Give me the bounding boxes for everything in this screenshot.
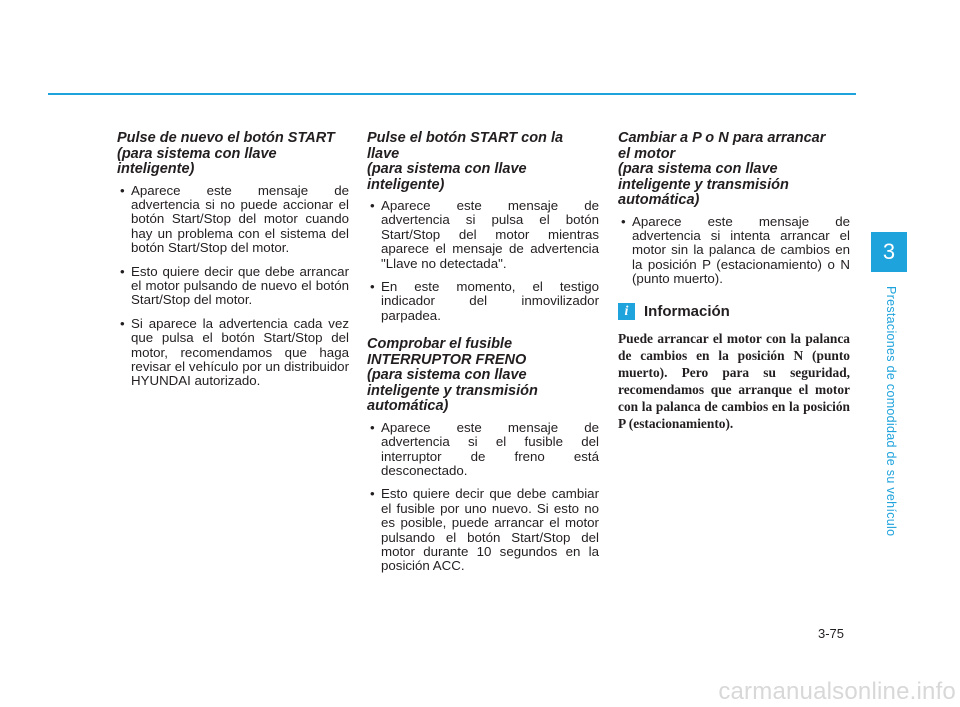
column-1 — [117, 131, 349, 398]
top-rule — [48, 93, 856, 95]
info-box-header — [618, 303, 850, 320]
bullet-item: • En este momento, el testigo indicador del inmovilizador parpadea. — [367, 280, 599, 323]
bullet-item: • Aparece este mensaje de advertencia si el fusible del interruptor de freno está desconectado. — [367, 421, 599, 479]
section-heading-start-with-key: Pulse el botón START con la llave (para sistema con llave inteligente) — [367, 130, 564, 193]
bullet-item: • Aparece este mensaje de advertencia si no puede accionar el botón Start/Stop del motor cuando hay un problema con el sistema del botón Start/Stop del motor. — [117, 184, 349, 256]
watermark: carmanualsonline.info — [718, 678, 956, 705]
info-text: Puede arrancar el motor con la palanca de cambios en la posición N (punto muerto). Pero para su seguridad, recomendamos que arranque el motor con la palanca de cambios en la posición P (estacionamiento). — [618, 330, 850, 431]
bullet-list — [367, 199, 599, 323]
bullet-list — [367, 421, 599, 574]
section-heading-brake-fuse: Comprobar el fusible INTERRUPTOR FRENO (para sistema con llave inteligente y transmisión automática) — [367, 336, 538, 415]
chapter-tab: 3 — [871, 232, 907, 272]
page-number: 3-75 — [818, 626, 845, 641]
bullet-item: • Esto quiere decir que debe cambiar el fusible por uno nuevo. Si esto no es posible, puede arrancar el motor pulsando el botón Start/Stop del motor durante 10 segundos en la posición ACC. — [367, 487, 599, 573]
info-icon: i — [618, 303, 635, 320]
section-heading-shift-p-n: Cambiar a P o N para arrancar el motor (para sistema con llave inteligente y transmisión automática) — [618, 130, 826, 208]
chapter-title: Prestaciones de comodidad de su vehículo — [884, 286, 898, 537]
bullet-list — [618, 215, 850, 287]
column-2 — [367, 131, 599, 583]
bullet-item: • Aparece este mensaje de advertencia si pulsa el botón Start/Stop del motor mientras aparece el mensaje de advertencia "Llave no detectada". — [367, 199, 599, 271]
section-heading-start-again: Pulse de nuevo el botón START (para sistema con llave inteligente) — [117, 130, 335, 177]
info-title: Información — [644, 302, 730, 320]
bullet-item: • Si aparece la advertencia cada vez que pulsa el botón Start/Stop del motor, recomendamos que haga revisar el vehículo por un distribuidor HYUNDAI autorizado. — [117, 317, 349, 389]
bullet-item: • Aparece este mensaje de advertencia si intenta arrancar el motor sin la palanca de cambios en la posición P (estacionamiento) o N (punto muerto). — [618, 215, 850, 287]
bullet-list — [117, 184, 349, 389]
column-3 — [618, 131, 850, 432]
bullet-item: • Esto quiere decir que debe arrancar el motor pulsando de nuevo el botón Start/Stop del motor. — [117, 265, 349, 308]
